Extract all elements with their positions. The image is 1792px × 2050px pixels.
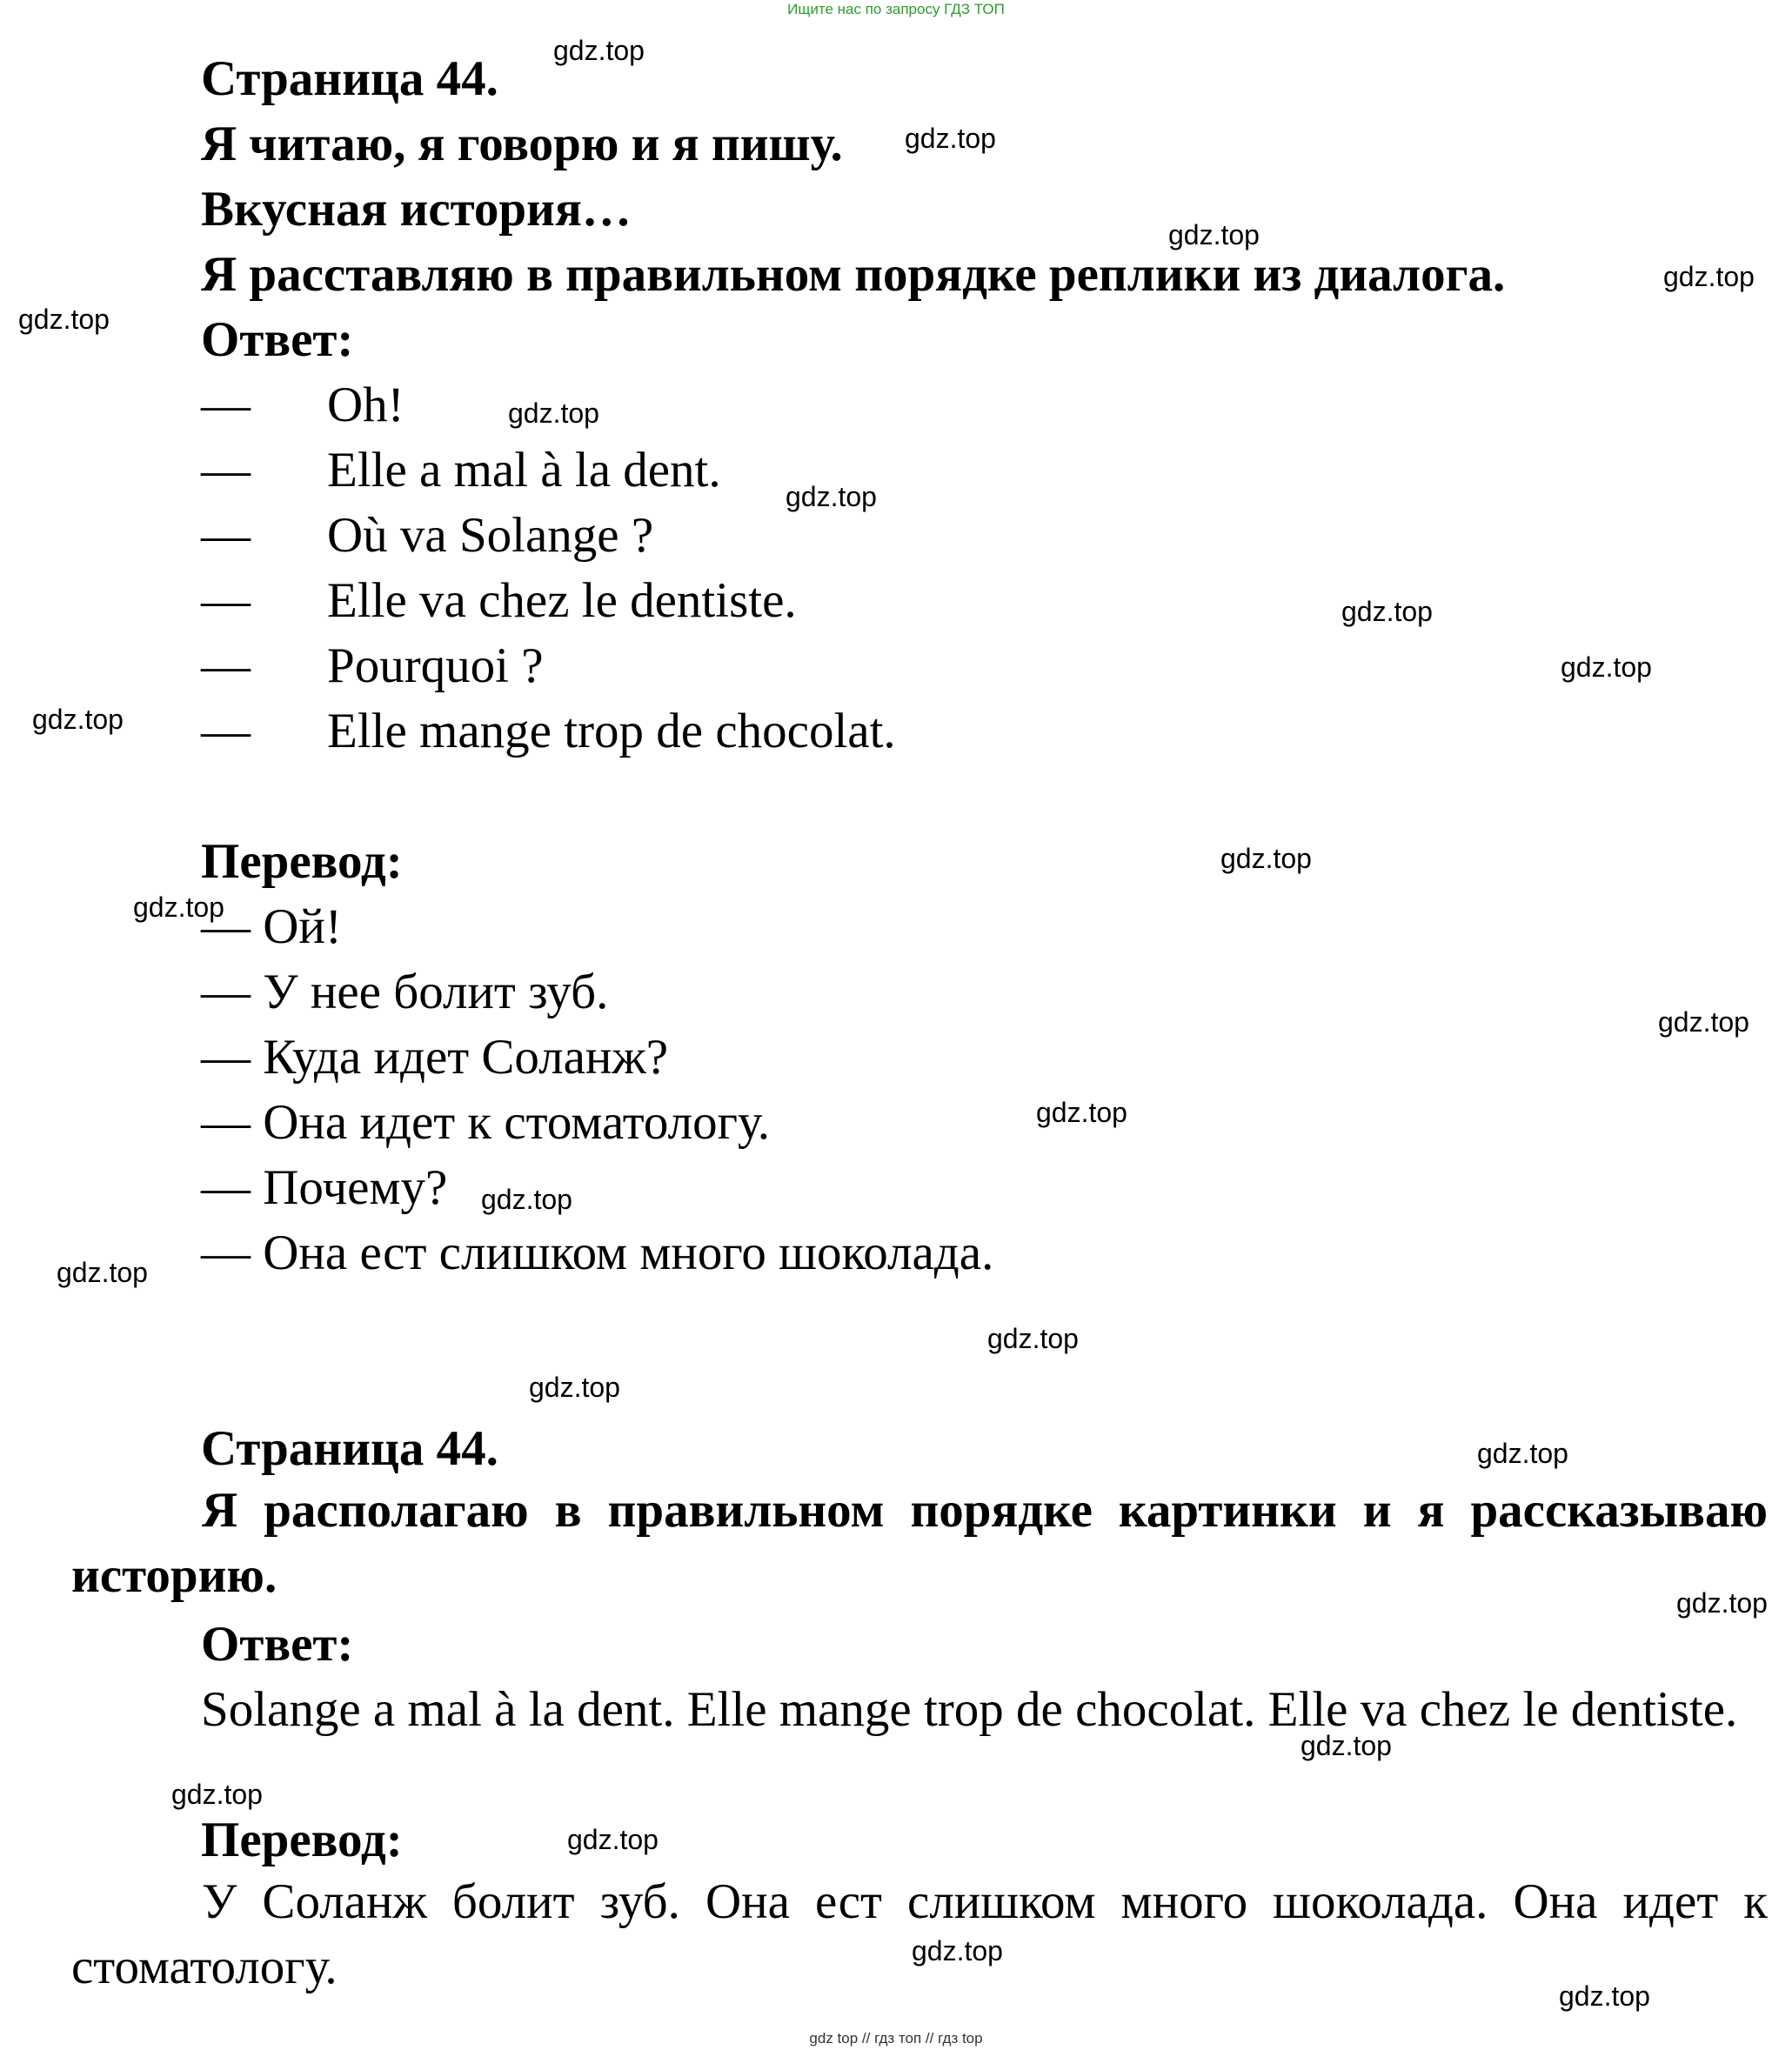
page-title-2: Страница 44. — [201, 1421, 498, 1476]
translation-line: — Ой! — [201, 899, 342, 954]
task-heading: Я расставляю в правильном порядке реплики из диалога. — [201, 247, 1506, 302]
translation-line: — Почему? — [201, 1160, 448, 1215]
watermark: gdz.top — [1301, 1730, 1392, 1761]
footer-note: gdz top // гдз топ // гдз top — [809, 2030, 983, 2047]
translation-label: Перевод: — [201, 834, 403, 889]
watermark: gdz.top — [1168, 219, 1260, 250]
watermark: gdz.top — [553, 35, 645, 66]
dialogue-line: Oh! — [327, 377, 405, 432]
dialogue-line: Elle mange trop de chocolat. — [327, 704, 896, 758]
watermark: gdz.top — [1559, 1980, 1650, 2012]
watermark: gdz.top — [912, 1935, 1003, 1967]
watermark: gdz.top — [57, 1257, 148, 1288]
translation-line: — Она ест слишком много шоколада. — [201, 1225, 994, 1280]
watermark: gdz.top — [32, 704, 124, 735]
answer-label-2: Ответ: — [201, 1617, 354, 1672]
watermark: gdz.top — [987, 1323, 1079, 1354]
watermark: gdz.top — [1036, 1097, 1127, 1128]
dialogue-line: Pourquoi ? — [327, 638, 544, 693]
answer-text: Solange a mal à la dent. Elle mange trop de chocolat. Elle va chez le dentiste. — [201, 1682, 1738, 1737]
watermark: gdz.top — [905, 123, 996, 154]
watermark: gdz.top — [529, 1372, 620, 1403]
page-title: Страница 44. — [201, 51, 498, 106]
dialogue-line: Elle va chez le dentiste. — [327, 573, 797, 628]
watermark: gdz.top — [786, 481, 877, 512]
watermark: gdz.top — [1477, 1438, 1568, 1469]
story-title: Вкусная история… — [201, 182, 632, 237]
watermark: gdz.top — [1676, 1587, 1768, 1619]
watermark: gdz.top — [1663, 261, 1755, 292]
translation-text: У Соланж болит зуб. Она ест слишком много шоколада. Она идет к стоматологу. — [71, 1874, 1768, 1994]
watermark: gdz.top — [508, 397, 599, 429]
answer-label: Ответ: — [201, 312, 354, 367]
translation-line: — Она идет к стоматологу. — [201, 1095, 771, 1150]
task-heading-2: Я располагаю в правильном порядке картинки и я рассказываю историю. — [71, 1483, 1768, 1603]
dialogue-dash: — — [201, 443, 251, 497]
translation-line: — У нее болит зуб. — [201, 965, 609, 1019]
watermark: gdz.top — [1561, 651, 1652, 683]
dialogue-dash: — — [201, 638, 251, 693]
watermark: gdz.top — [1220, 843, 1312, 874]
dialogue-dash: — — [201, 573, 251, 628]
watermark: gdz.top — [171, 1779, 263, 1810]
dialogue-dash: — — [201, 704, 251, 758]
translation-label-2: Перевод: — [201, 1813, 403, 1867]
dialogue-dash: — — [201, 377, 251, 432]
dialogue-dash: — — [201, 508, 251, 563]
header-note: Ищите нас по запросу ГДЗ ТОП — [787, 1, 1005, 17]
dialogue-line: Où va Solange ? — [327, 508, 654, 563]
watermark: gdz.top — [1341, 596, 1433, 627]
subtitle: Я читаю, я говорю и я пишу. — [201, 117, 843, 171]
translation-line: — Куда идет Соланж? — [201, 1030, 669, 1085]
watermark: gdz.top — [18, 304, 110, 335]
watermark: gdz.top — [481, 1184, 572, 1215]
watermark: gdz.top — [567, 1824, 659, 1855]
dialogue-line: Elle a mal à la dent. — [327, 443, 721, 497]
watermark: gdz.top — [133, 891, 224, 923]
watermark: gdz.top — [1658, 1006, 1749, 1038]
